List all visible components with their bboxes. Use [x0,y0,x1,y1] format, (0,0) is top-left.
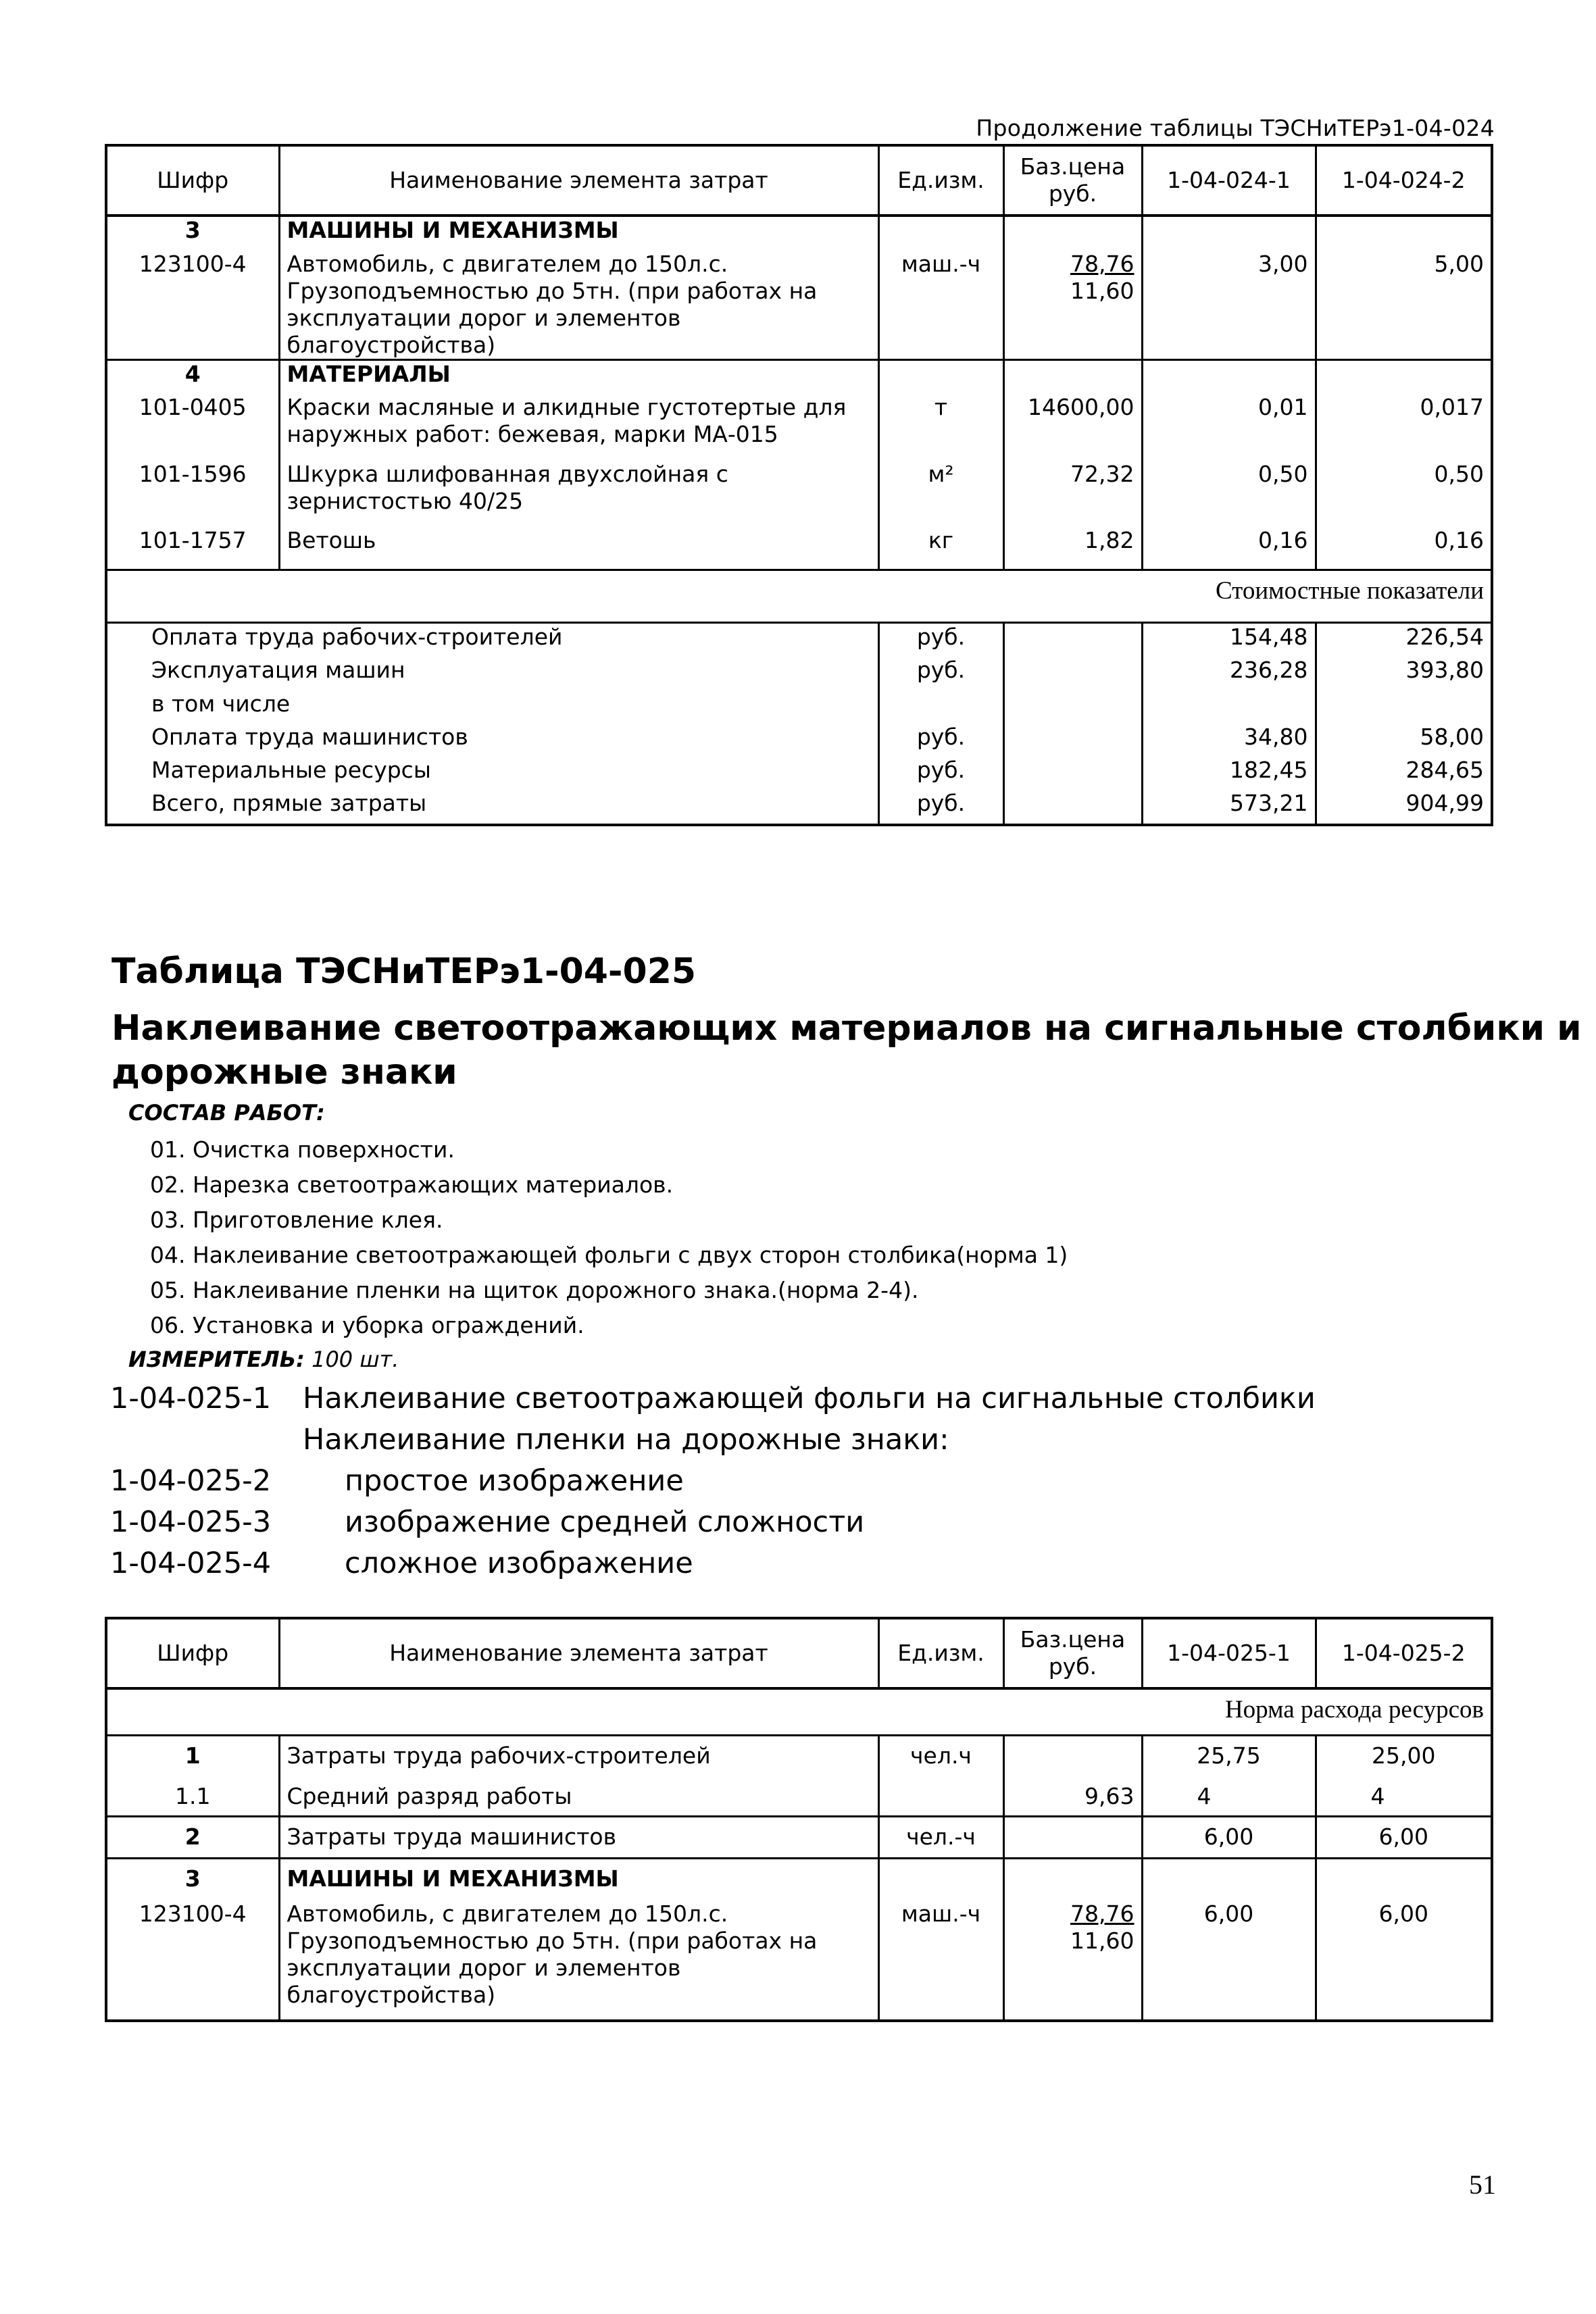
works-label: СОСТАВ РАБОТ: [128,1100,325,1126]
row-price: 1,82 [1003,527,1142,570]
row-price: 9,63 [1003,1778,1142,1817]
row-value-2: 5,00 [1316,251,1492,360]
list-item: 03. Приготовление клея. [150,1207,443,1233]
item-code: 1-04-025-3 [110,1505,272,1539]
row-value-2: 6,00 [1316,1901,1492,2021]
table-row [106,1901,1492,2021]
col-header-name: Наименование элемента затрат [279,145,878,216]
table-title: Таблица ТЭСНиТЕРэ1-04-025 [111,951,697,992]
table-header-row [106,1618,1492,1688]
cost-value-2: 393,80 [1316,657,1492,690]
row-code: 123100-4 [139,250,247,277]
table-row [106,394,1492,460]
cost-label: Всего, прямые затраты [151,790,427,817]
item-text: Наклеивание пленки на дорожные знаки: [303,1423,949,1457]
section-heading-line-1: Наклеивание светоотражающих материалов на сигнальные столбики и [111,1008,1582,1049]
cost-label: в том числе [151,690,291,717]
cost-label: Эксплуатация машин [151,657,405,684]
measure-label: ИЗМЕРИТЕЛЬ: [128,1347,305,1372]
row-value-2: 4 [1316,1778,1492,1817]
table-row [106,1736,1492,1778]
section-row [106,216,1492,251]
table-header-row [106,145,1492,216]
item-text: простое изображение [345,1464,684,1498]
cost-header: Стоимостные показатели [106,570,1492,622]
row-name: Затраты труда рабочих-строителей [279,1736,878,1778]
col-header-unit: Ед.изм. [878,1618,1003,1688]
row-unit: чел.-ч [878,1817,1003,1859]
continuation-note: Продолжение таблицы ТЭСНиТЕРэ1-04-024 [976,115,1495,141]
row-value-1: 6,00 [1142,1817,1316,1859]
col-header-unit: Ед.изм. [878,145,1003,216]
row-code: 1 [184,1742,201,1769]
section-title: МАТЕРИАЛЫ [279,359,878,394]
row-code: 101-1596 [139,460,247,487]
item-text: сложное изображение [345,1546,693,1580]
cost-value-2: 226,54 [1316,622,1492,657]
list-item: 02. Нарезка светоотражающих материалов. [150,1172,674,1198]
cost-row [106,622,1492,657]
cost-row [106,690,1492,724]
col-header-code: Шифр [106,1618,279,1688]
price-value: 78,76 [1070,250,1134,277]
row-price [1003,1901,1142,2021]
item-code: 1-04-025-2 [110,1464,272,1498]
price-value-secondary: 11,60 [1070,277,1134,304]
list-item: 06. Установка и уборка ограждений. [150,1312,584,1338]
section-number: 3 [184,217,201,243]
cost-row [106,757,1492,790]
row-value-1: 0,16 [1142,527,1316,570]
col-header-code: Шифр [106,145,279,216]
row-unit: маш.-ч [878,1901,1003,2021]
table-2 [105,1617,1493,2022]
cost-label: Оплата труда машинистов [151,723,468,750]
cost-value-1: 236,28 [1142,657,1316,690]
row-name: Автомобиль, с двигателем до 150л.с. Грузоподъемностью до 5тн. (при работах на эксплуатации дорог и элементов благоустройства) [279,251,878,360]
row-price: 14600,00 [1003,394,1142,460]
row-code: 101-1757 [139,526,247,553]
cost-row [106,724,1492,757]
cost-unit: руб. [878,757,1003,790]
col-header-norm-2: 1-04-024-2 [1316,145,1492,216]
table-row [106,527,1492,570]
row-name: Средний разряд работы [279,1778,878,1817]
measure [128,1347,399,1372]
col-header-price: Баз.цена руб. [1003,145,1142,216]
cost-value-2: 284,65 [1316,757,1492,790]
cost-unit [878,690,1003,724]
row-value-1: 0,01 [1142,394,1316,460]
page-number: 51 [1469,2169,1496,2200]
table-1 [105,144,1493,826]
col-header-name: Наименование элемента затрат [279,1618,878,1688]
row-price: 72,32 [1003,461,1142,527]
item-text: изображение средней сложности [345,1505,865,1539]
cost-value-1: 34,80 [1142,724,1316,757]
col-header-norm-1: 1-04-025-1 [1142,1618,1316,1688]
row-code: 101-0405 [139,394,247,421]
section-row [106,1859,1492,1901]
row-value-1: 25,75 [1142,1736,1316,1778]
section-title: МАШИНЫ И МЕХАНИЗМЫ [279,1859,878,1901]
row-name: Затраты труда машинистов [279,1817,878,1859]
row-unit: маш.-ч [878,251,1003,360]
row-price [1003,251,1142,360]
row-value-2: 6,00 [1316,1817,1492,1859]
row-unit: кг [878,527,1003,570]
cost-label: Оплата труда рабочих-строителей [151,623,563,650]
cost-value-1: 154,48 [1142,622,1316,657]
cost-value-1 [1142,690,1316,724]
measure-value: 100 шт. [311,1347,399,1372]
col-header-price: Баз.цена руб. [1003,1618,1142,1688]
cost-unit: руб. [878,622,1003,657]
cost-unit: руб. [878,657,1003,690]
cost-label: Материальные ресурсы [151,757,431,784]
list-item: 05. Наклеивание пленки на щиток дорожного знака.(норма 2-4). [150,1277,919,1303]
cost-unit: руб. [878,724,1003,757]
section-row [106,359,1492,394]
item-code: 1-04-025-1 [110,1382,272,1415]
row-value-2: 0,16 [1316,527,1492,570]
row-value-1: 4 [1142,1778,1316,1817]
cost-value-2: 58,00 [1316,724,1492,757]
row-name: Автомобиль, с двигателем до 150л.с. Грузоподъемностью до 5тн. (при работах на эксплуатации дорог и элементов благоустройства) [279,1901,878,2021]
section-number: 4 [106,359,279,394]
row-unit: м² [878,461,1003,527]
table-row [106,1817,1492,1859]
row-code: 123100-4 [139,1900,247,1927]
col-header-norm-2: 1-04-025-2 [1316,1618,1492,1688]
cost-row [106,790,1492,825]
row-unit: чел.ч [878,1736,1003,1778]
cost-header-row [106,570,1492,622]
norm-header-row [106,1688,1492,1736]
norm-header: Норма расхода ресурсов [106,1688,1492,1736]
col-header-norm-1: 1-04-024-1 [1142,145,1316,216]
row-value-1: 6,00 [1142,1901,1316,2021]
item-code: 1-04-025-4 [110,1546,272,1580]
cost-value-1: 573,21 [1142,790,1316,825]
section-heading-line-2: дорожные знаки [111,1052,457,1092]
item-text: Наклеивание светоотражающей фольги на сигнальные столбики [303,1382,1316,1415]
row-value-2: 25,00 [1316,1736,1492,1778]
row-name: Шкурка шлифованная двухслойная с зернистостью 40/25 [279,461,878,527]
row-value-1: 0,50 [1142,461,1316,527]
table-row [106,251,1492,360]
cost-value-1: 182,45 [1142,757,1316,790]
section-title: МАШИНЫ И МЕХАНИЗМЫ [279,216,878,251]
section-number: 3 [106,1859,279,1901]
cost-value-2 [1316,690,1492,724]
row-name: Ветошь [279,527,878,570]
row-price [1003,1736,1142,1778]
cost-row [106,657,1492,690]
list-item: 01. Очистка поверхности. [150,1136,455,1163]
cost-unit: руб. [878,790,1003,825]
price-value-secondary: 11,60 [1070,1927,1134,1954]
row-unit: т [878,394,1003,460]
row-price [1003,1817,1142,1859]
row-value-1: 3,00 [1142,251,1316,360]
price-value: 78,76 [1070,1900,1134,1927]
row-code: 2 [106,1817,279,1859]
row-value-2: 0,50 [1316,461,1492,527]
table-row [106,1778,1492,1817]
row-code: 1.1 [175,1782,211,1809]
list-item: 04. Наклеивание светоотражающей фольги с двух сторон столбика(норма 1) [150,1242,1068,1268]
cost-value-2: 904,99 [1316,790,1492,825]
row-name: Краски масляные и алкидные густотертые для наружных работ: бежевая, марки МА-015 [279,394,878,460]
row-value-2: 0,017 [1316,394,1492,460]
table-row [106,461,1492,527]
row-unit [878,1778,1003,1817]
